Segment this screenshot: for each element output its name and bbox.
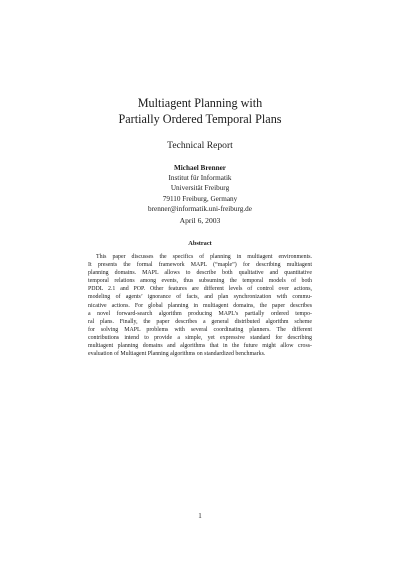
author-email: brenner@informatik.uni-freiburg.de	[148, 204, 252, 213]
abstract-line: planning domains. MAPL allows to describe both qualitative and quantitative	[88, 270, 312, 277]
title-line-1: Multiagent Planning with	[137, 96, 263, 110]
abstract-line: nicative actions. For global planning in multiagent domains, the paper describes	[88, 302, 312, 309]
abstract-line: for solving MAPL problems with several coordinating planners. The different	[88, 326, 312, 333]
abstract-line: multiagent planning domains and algorithms that in the future might allow cross-	[88, 343, 312, 350]
abstract-line: evaluation of Multiagent Planning algorithms on standardized benchmarks.	[88, 351, 266, 358]
abstract-line: PDDL 2.1 and POP. Other features are different levels of control over actions,	[88, 286, 312, 293]
page-number: 1	[198, 512, 202, 520]
affiliation-line-2: Universität Freiburg	[170, 184, 230, 193]
abstract-line: a novel forward-search algorithm producing MAPL’s partially ordered tempo-	[88, 310, 312, 317]
affiliation-line-3: 79110 Freiburg, Germany	[162, 194, 238, 203]
abstract-line: contributions intend to provide a simple, yet expressive standard for describing	[88, 334, 312, 341]
paper-date: April 6, 2003	[179, 216, 221, 225]
abstract-line: This paper discusses the specifics of planning in multiagent environments.	[96, 254, 312, 260]
abstract-heading: Abstract	[188, 240, 212, 247]
paper-title	[0, 96, 400, 127]
report-type: Technical Report	[167, 140, 233, 151]
title-line-2: Partially Ordered Temporal Plans	[118, 111, 282, 126]
author-block	[0, 163, 400, 214]
abstract-line: ral plans. Finally, the paper describes a general distributed algorithm scheme	[88, 318, 312, 325]
abstract-body	[88, 253, 312, 358]
abstract-line: modeling of agents’ ignorance of facts, and plan synchronization with commu-	[88, 294, 312, 301]
abstract-line: It presents the formal framework MAPL (“maple”) for describing multiagent	[88, 262, 312, 269]
affiliation-line-1: Institut für Informatik	[168, 174, 232, 183]
abstract-line: temporal relations among events, thus subsuming the temporal models of both	[88, 278, 312, 285]
author-name: Michael Brenner	[174, 164, 226, 172]
